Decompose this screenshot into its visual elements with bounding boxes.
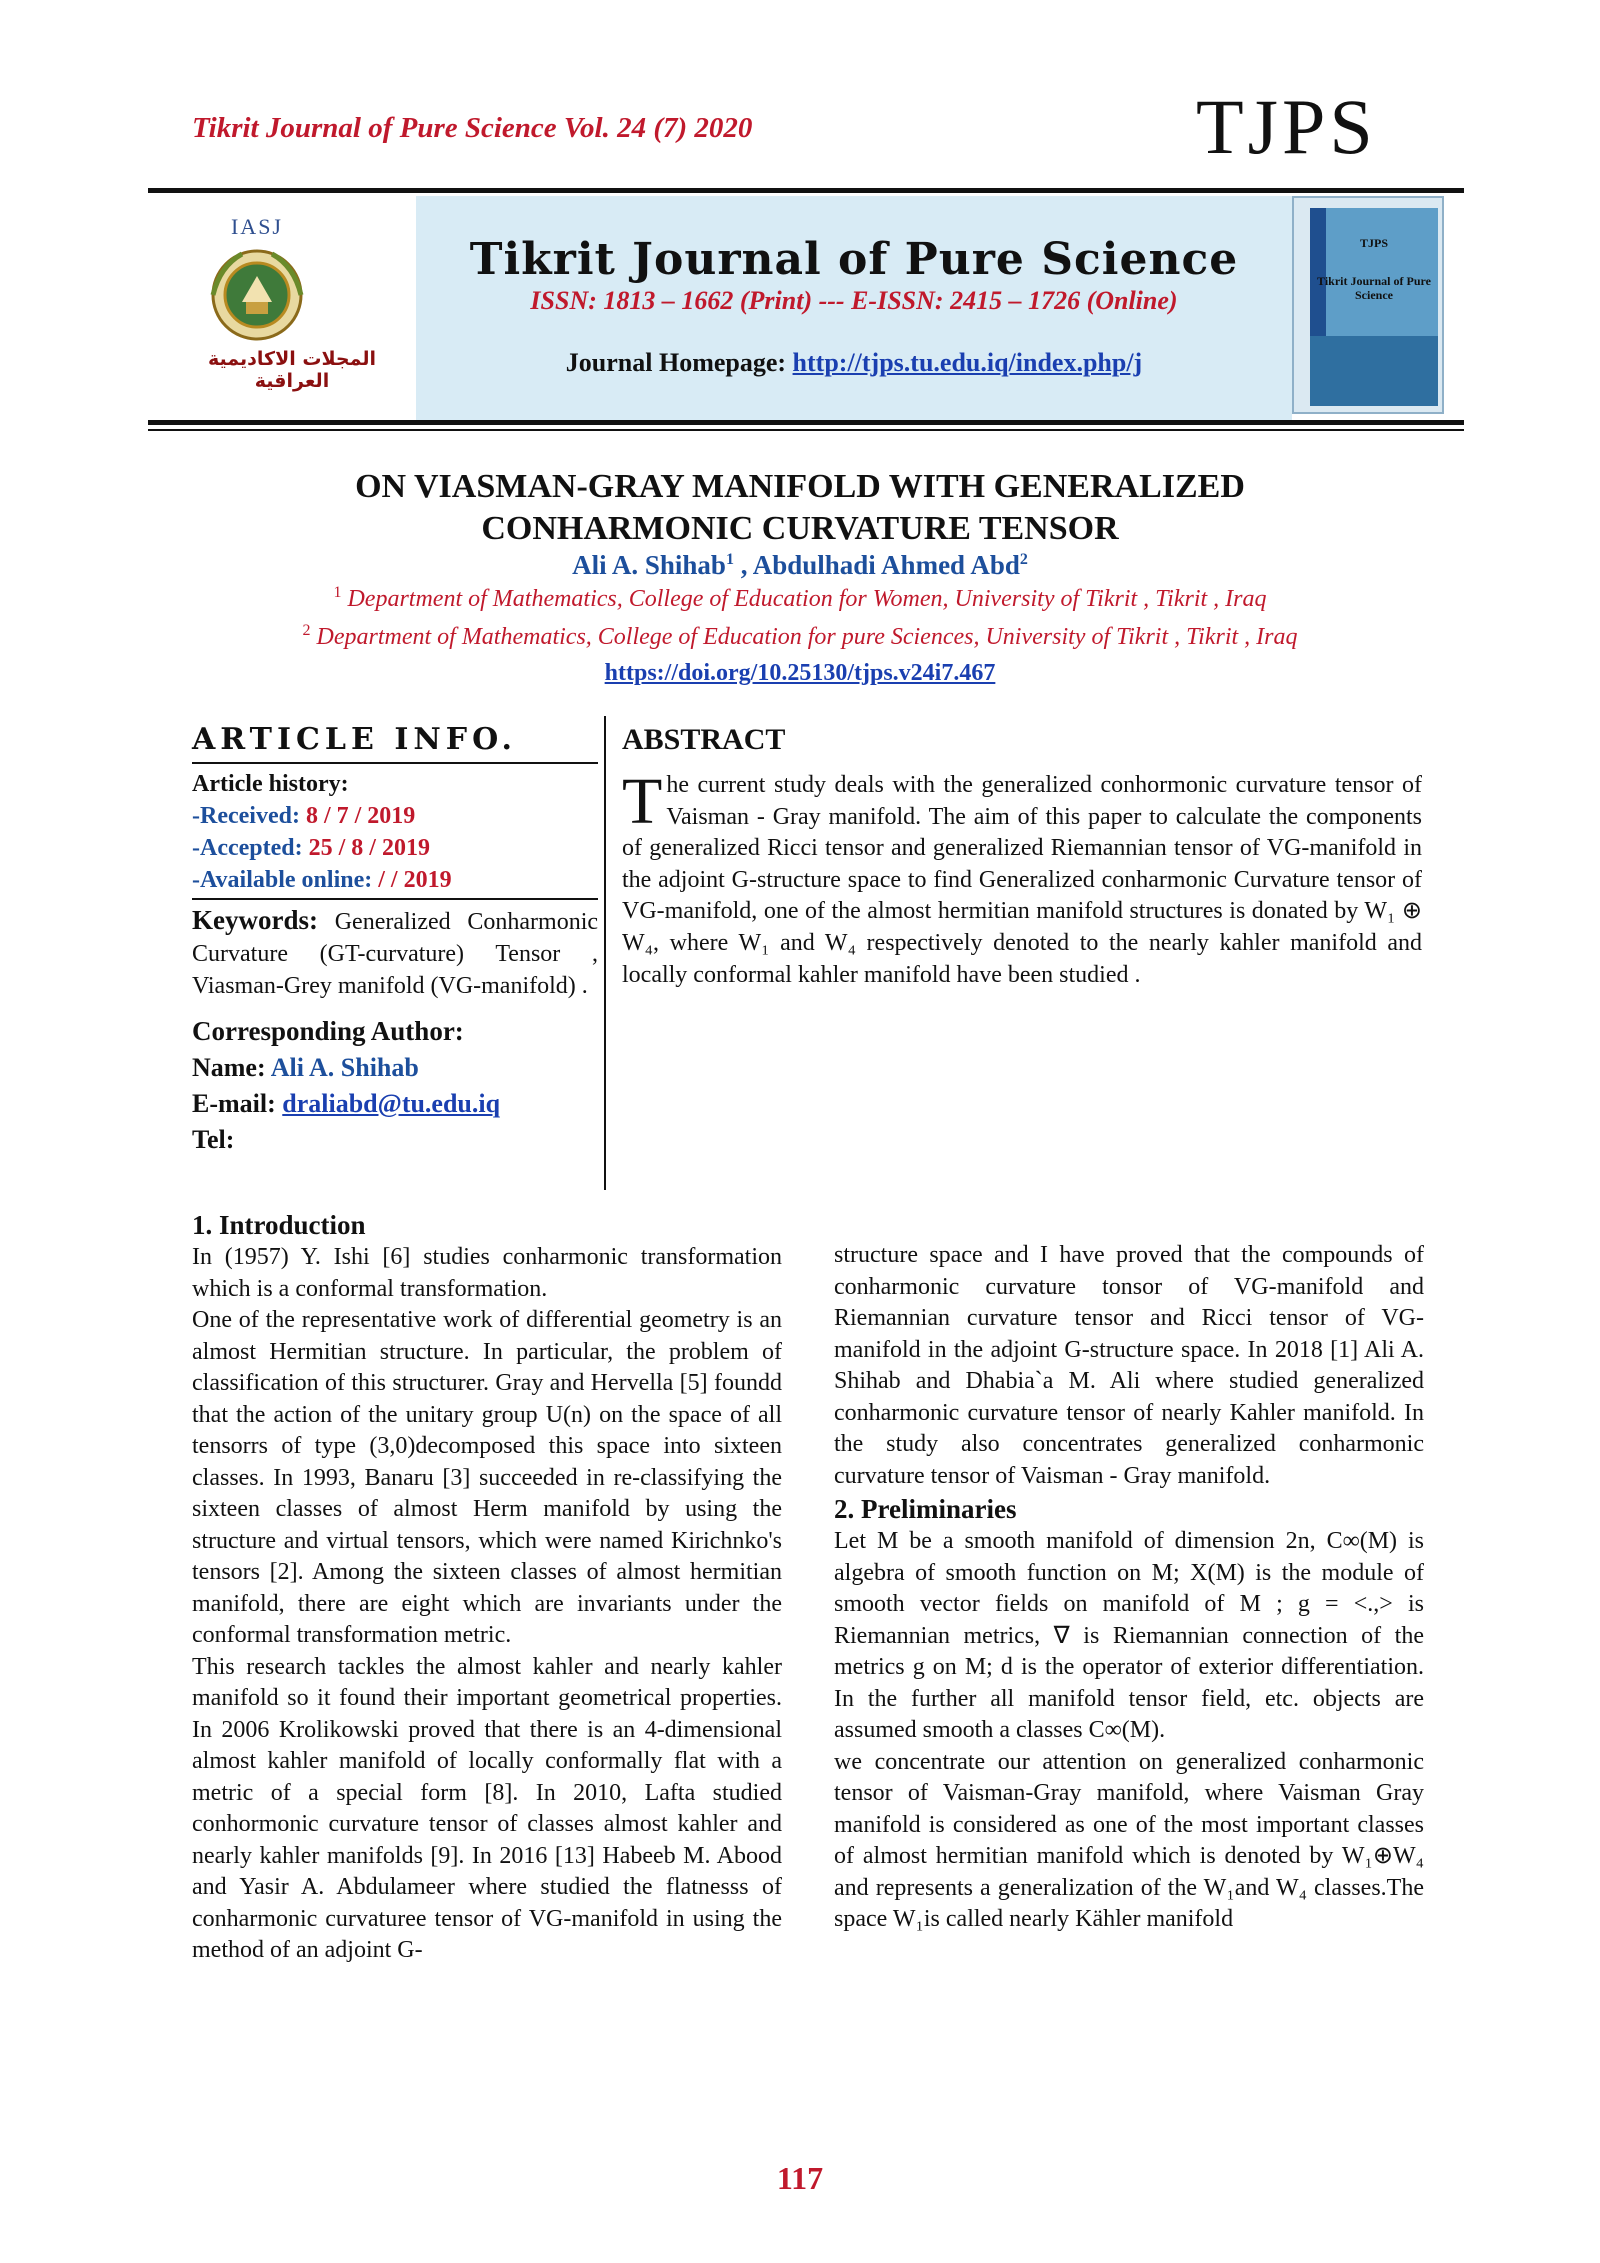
iasj-logo (172, 214, 412, 404)
prelim-paragraph-1: Let M be a smooth manifold of dimension 2n, C∞(M) is algebra of smooth function on M; X(M) is the module of smooth vector fields on manifold of M ; g = <.,> is Riemannian metrics, ∇ is Riemannian connection of the metrics g on M; d is the operator of exterior differentiation. In the further all manifold tensor field, etc. objects are assumed smooth a classes C∞(M). (834, 1528, 1424, 1743)
cover-inner (1310, 208, 1438, 406)
article-info-rule-2 (192, 898, 598, 900)
iasj-emblem-icon (172, 240, 342, 350)
available-label: -Available online: (192, 867, 379, 893)
authors (0, 550, 1600, 581)
header-rule-top (148, 188, 1464, 193)
abstract (622, 720, 1422, 991)
affiliation-1 (0, 584, 1600, 613)
journal-cover (1292, 196, 1444, 414)
email-label: E-mail: (192, 1089, 283, 1118)
abstract-dropcap: T (622, 765, 663, 838)
affiliation-2-text: Department of Mathematics, College of Education for pure Sciences, University of Tikrit , Tikrit , Iraq (316, 624, 1298, 650)
prelim-paragraph-2: we concentrate our attention on generalized conharmonic tensor of Vaisman-Gray manifold, where Vaisman Gray manifold is considered as one of the most important classes of almost hermitian manifold which is denoted by W₁⊕W₄ and represents a generalization of the W₁and W₄ classes.The space W₁is called nearly Kähler manifold (834, 1748, 1424, 1932)
header-rule-bottom (148, 420, 1464, 425)
author-2: Abdulhadi Ahmed Abd (752, 550, 1020, 580)
corresponding-author-label: Corresponding Author: (192, 1016, 464, 1046)
journal-line: Tikrit Journal of Pure Science Vol. 24 (7) 2020 (192, 112, 753, 144)
cover-lower-band (1310, 336, 1438, 406)
author-separator: , (733, 550, 753, 580)
author-name (192, 1050, 598, 1086)
affiliation-1-text: Department of Mathematics, College of Education for Women, University of Tikrit , Tikrit , Iraq (347, 586, 1267, 612)
cover-tjps: TJPS (1359, 236, 1388, 250)
tjps-logo: TJPS (1196, 83, 1377, 170)
info-divider (604, 716, 606, 1190)
abstract-body (622, 765, 1422, 991)
page-number: 117 (776, 2160, 824, 2196)
name-value: Ali A. Shihab (270, 1053, 419, 1082)
email-link[interactable]: draliabd@tu.edu.iq (282, 1089, 501, 1118)
accepted-date (192, 832, 598, 864)
iasj-logo-text: IASJ (230, 214, 283, 239)
affiliation-1-sup: 1 (333, 584, 342, 601)
abstract-heading: ABSTRACT (622, 723, 786, 756)
keywords-text: Generalized Conharmonic Curvature (GT-curvature) Tensor , Viasman-Grey manifold (VG-manifold) . (192, 909, 599, 999)
available-date (192, 864, 598, 896)
author-email (192, 1086, 598, 1122)
article-info-heading: ARTICLE INFO. (192, 722, 517, 757)
affiliation-2 (0, 622, 1600, 651)
article-info (192, 720, 598, 1158)
intro-paragraph-3: This research tackles the almost kahler and nearly kahler manifold so it found their important geometrical properties. In 2006 Krolikowski proved that there is an 4-dimensional almost kahler manifold of locally conformally flat with a metric of a special form [8]. In 2010, Lafta studied conhormonic curvature tensor of classes almost kahler and nearly kahler manifolds [9]. In 2016 [13] Habeeb M. Abood and Yasir A. Abdulameer where studied the flatnesss of conharmonic curvaturee tensor of VG-manifold in using the method of an adjoint G- (192, 1653, 782, 1963)
doi (0, 660, 1600, 687)
banner-title: Tikrit Journal of Pure Science (469, 234, 1239, 285)
column-left (192, 1208, 782, 1967)
header-rule-bottom-thin (148, 429, 1464, 431)
prelim-heading: 2. Preliminaries (834, 1494, 1017, 1524)
banner-issn: ISSN: 1813 – 1662 (Print) --- E-ISSN: 2415 – 1726 (Online) (530, 286, 1178, 315)
intro-paragraph-1: In (1957) Y. Ishi [6] studies conharmonic transformation which is a conformal transformation. (192, 1244, 782, 1302)
paper-title-line1: ON VIASMAN-GRAY MANIFOLD WITH GENERALIZED (355, 468, 1245, 505)
banner-homepage (416, 348, 1292, 378)
affiliation-2-sup: 2 (302, 622, 311, 639)
paper-title (0, 466, 1600, 550)
available-value: / / 2019 (378, 867, 452, 893)
author-1: Ali A. Shihab (572, 550, 726, 580)
received-date (192, 800, 598, 832)
article-history-label: Article history: (192, 771, 349, 797)
keywords (192, 904, 598, 1002)
intro-continuation: structure space and I have proved that the compounds of conharmonic curvature tonsor of VG-manifold and Riemannian curvature tensor and Ricci tensor of VG-manifold in the adjoint G-structure space. In 2018 [1] Ali A. Shihab and Dhabia`a M. Ali where studied generalized conharmonic curvature tensor of nearly Kahler manifold. In the study also concentrates generalized conharmonic curvature tensor of Vaisman - Gray manifold. (834, 1242, 1424, 1489)
author-2-sup: 2 (1019, 551, 1028, 568)
cover-title: Tikrit Journal of Pure Science (1317, 274, 1431, 302)
abstract-text: he current study deals with the generalized conhormonic curvature tensor of Vaisman - Gray manifold. The aim of this paper to calculate the components of generalized Ricci tensor and generalized Riemannian tensor of VG-manifold in the adjoint G-structure space to find Generalized conharmonic Curvature tensor of VG-manifold, one of the almost hermitian manifold structures is donated by W₁ ⊕ W₄, where W₁ and W₄ respectively denoted to the nearly kahler manifold and locally conformal kahler manifold have been studied . (622, 772, 1422, 988)
keywords-label: Keywords: (192, 905, 318, 935)
homepage-link[interactable]: http://tjps.tu.edu.iq/index.php/j (792, 348, 1143, 377)
article-info-rule (192, 762, 598, 764)
accepted-value: 25 / 8 / 2019 (308, 835, 430, 861)
name-label: Name: (192, 1053, 271, 1082)
author-1-sup: 1 (725, 551, 734, 568)
author-tel: Tel: (192, 1125, 235, 1154)
received-value: 8 / 7 / 2019 (305, 803, 416, 829)
accepted-label: -Accepted: (192, 835, 309, 861)
received-label: -Received: (192, 803, 306, 829)
doi-link[interactable]: https://doi.org/10.25130/tjps.v24i7.467 (604, 660, 996, 686)
paper-title-line2: CONHARMONIC CURVATURE TENSOR (481, 510, 1119, 547)
homepage-label: Journal Homepage: (565, 348, 793, 377)
intro-paragraph-2: One of the representative work of differential geometry is an almost Hermitian structure. In particular, the problem of classification of this structurer. Gray and Hervella [5] foundd that the action of the unitary group U(n) on the space of all tensorrs of type (3,0)decomposed this space into sixteen classes. In 1993, Banaru [3] succeeded in re-classifying the sixteen classes of almost Herm manifold by using the structure and virtual tensors, which were named Kirichnko's tensors [2]. Among the sixteen classes of almost hermitian manifold, there are eight which are invariants under the conformal transformation metric. (192, 1307, 782, 1648)
iasj-arabic-name: المجلات الاكاديمية العراقية (208, 348, 376, 392)
column-right (834, 1240, 1424, 1936)
intro-heading: 1. Introduction (192, 1210, 366, 1240)
journal-banner (416, 196, 1292, 422)
